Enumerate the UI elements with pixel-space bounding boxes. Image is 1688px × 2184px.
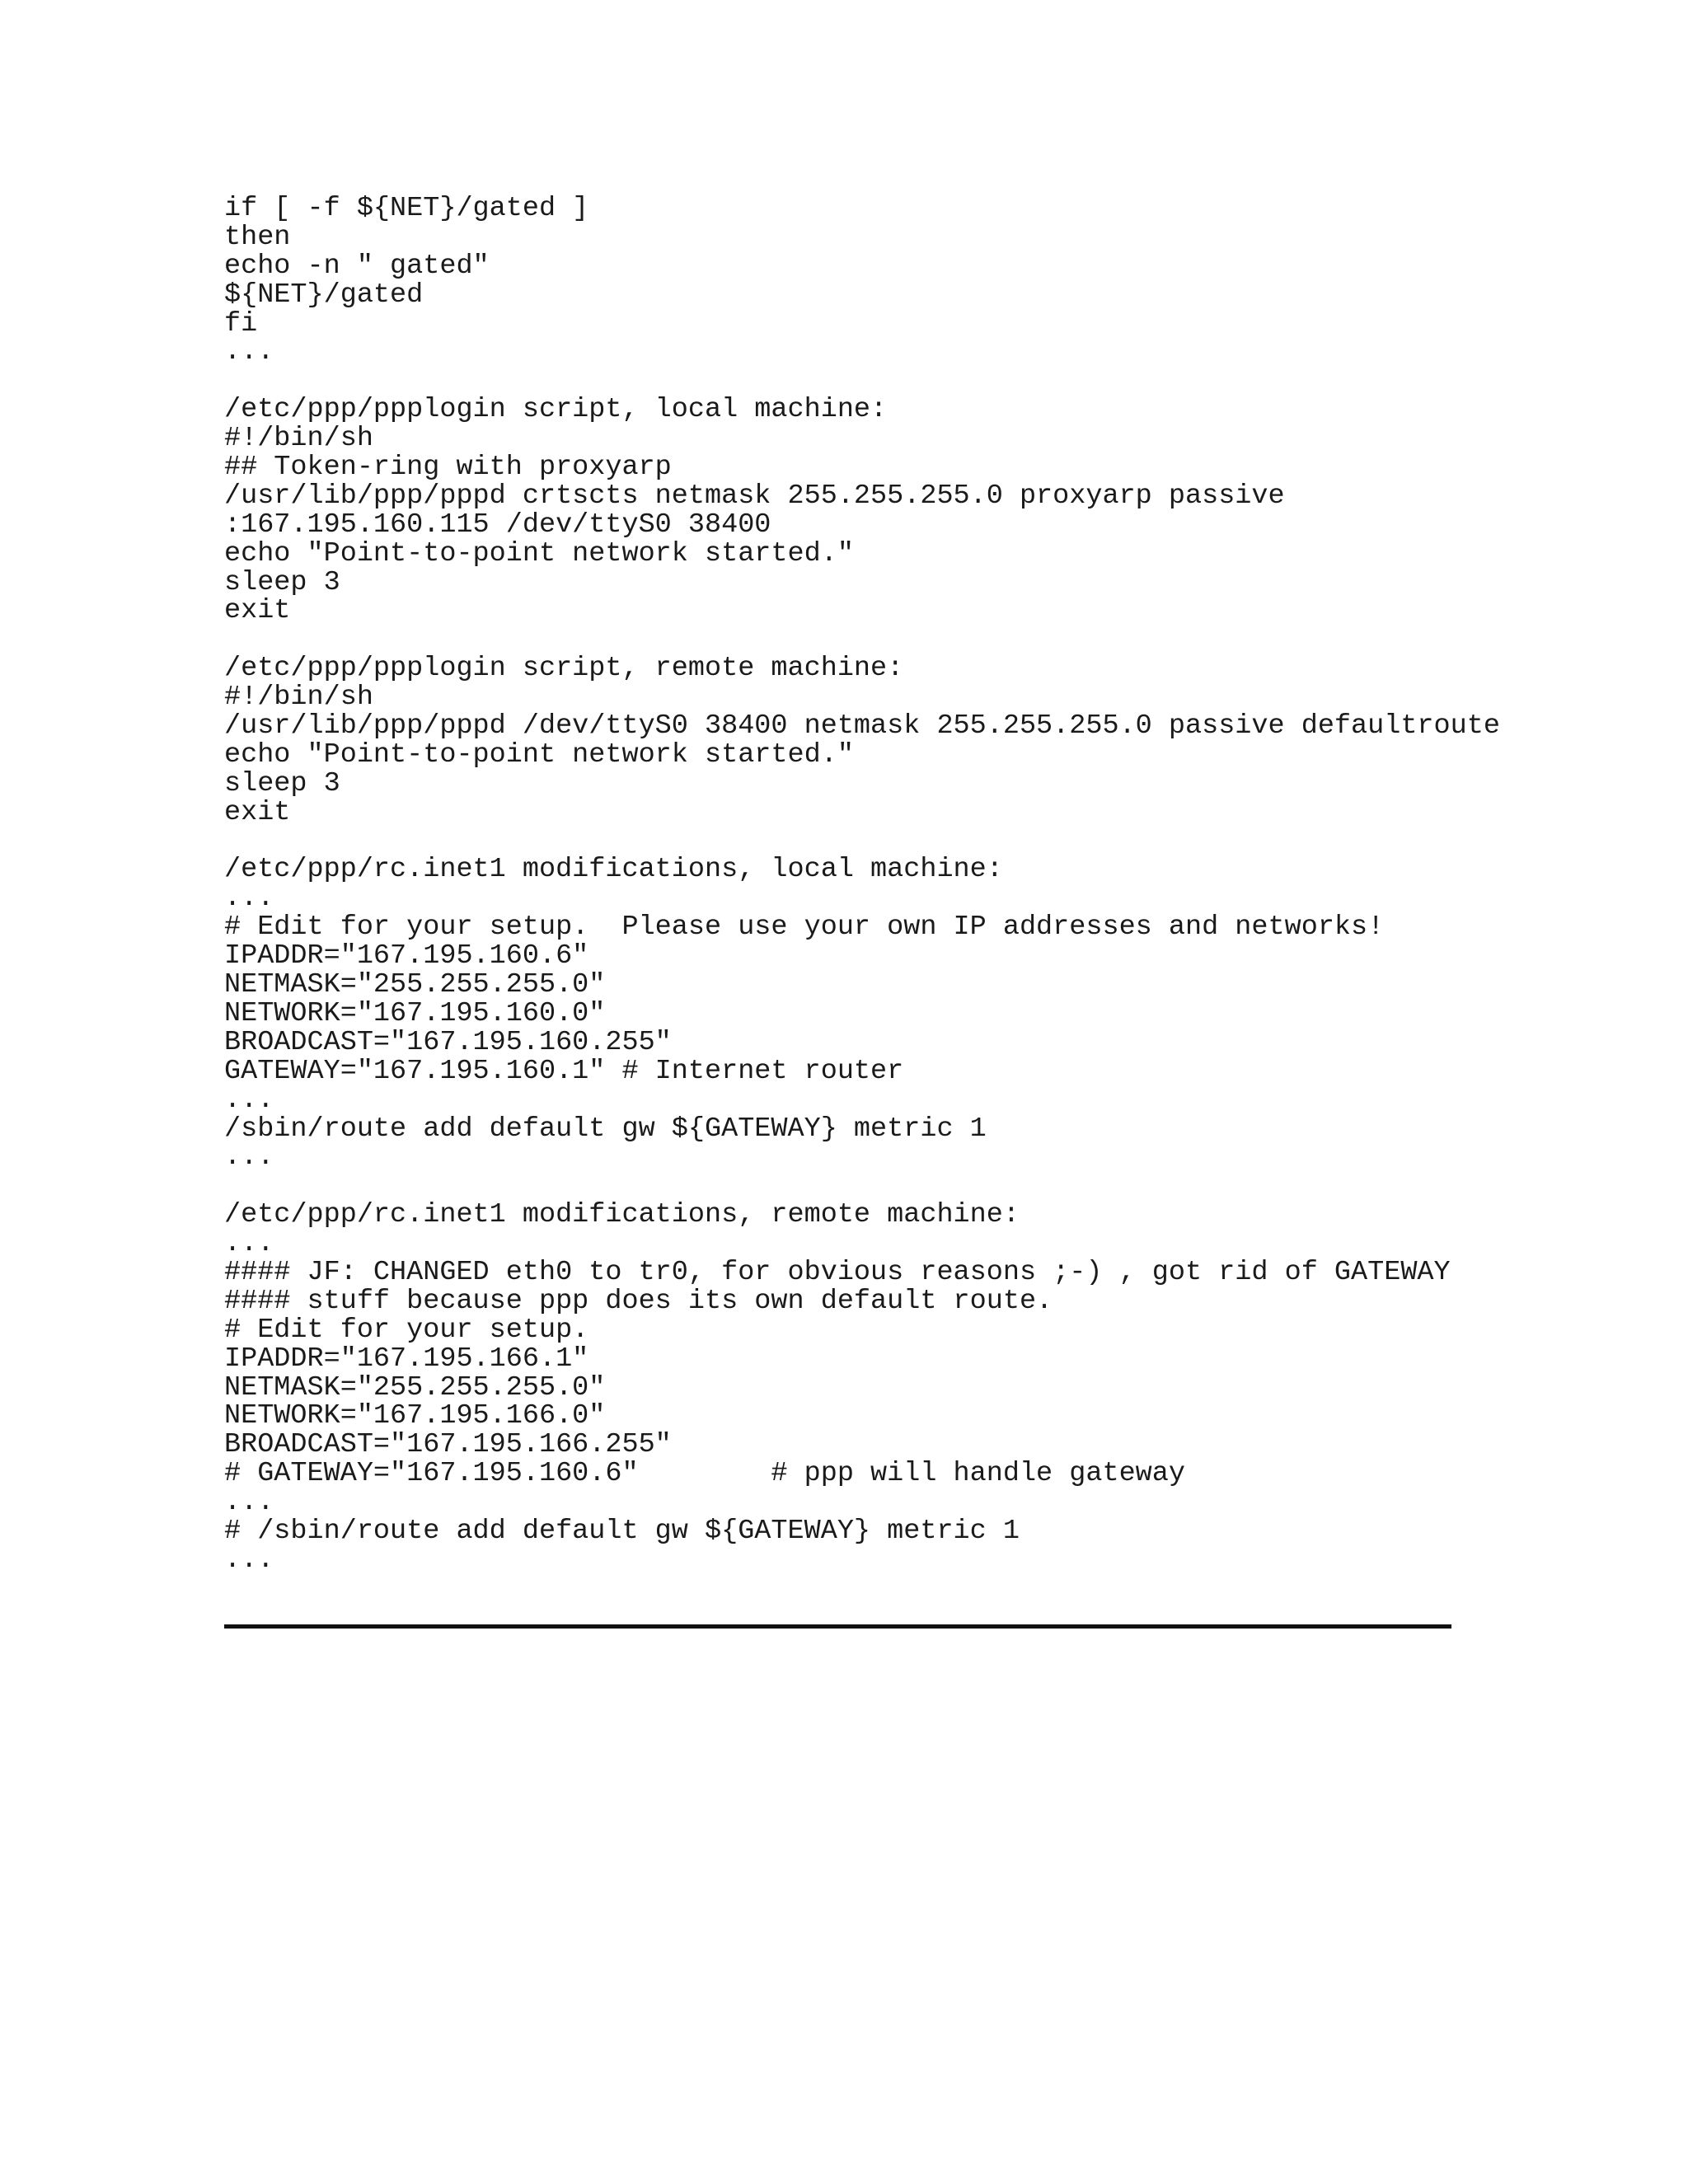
code-line: ... [224,1228,274,1260]
code-line: :167.195.160.115 /dev/ttyS0 38400 [224,509,771,541]
code-line: # Edit for your setup. Please use your own IP addresses and networks! [224,912,1385,944]
code-line: ... [224,1084,274,1116]
code-line: #### JF: CHANGED eth0 to tr0, for obvious reasons ;-) , got rid of GATEWAY [224,1256,1451,1288]
code-line: BROADCAST="167.195.166.255" [224,1429,672,1461]
code-line: echo "Point-to-point network started." [224,537,854,569]
code-line: sleep 3 [224,767,340,799]
code-line: exit [224,796,291,828]
code-line: ... [224,1141,274,1174]
section-heading: /etc/ppp/ppplogin script, local machine: [224,394,888,426]
code-line: exit [224,595,291,627]
blank-line [224,626,1576,654]
code-line: ... [224,336,274,368]
blank-line [224,367,1576,396]
section-heading: /etc/ppp/ppplogin script, remote machine: [224,653,904,685]
code-line: echo "Point-to-point network started." [224,738,854,771]
code-line: then [224,221,291,253]
code-line: fi [224,307,258,340]
code-line: NETWORK="167.195.166.0" [224,1400,606,1432]
code-line: GATEWAY="167.195.160.1" # Internet router [224,1055,904,1087]
section-heading: /etc/ppp/rc.inet1 modifications, remote machine: [224,1199,1020,1231]
code-line: # GATEWAY="167.195.160.6" # ppp will handle gateway [224,1458,1185,1490]
code-line: NETMASK="255.255.255.0" [224,969,606,1001]
code-listing [224,194,1576,1575]
blank-line [224,1172,1576,1201]
code-line: ${NET}/gated [224,279,424,311]
code-line: /usr/lib/ppp/pppd /dev/ttyS0 38400 netmask 255.255.255.0 passive defaultroute [224,710,1500,743]
code-line: #!/bin/sh [224,682,373,714]
code-line: NETMASK="255.255.255.0" [224,1371,606,1404]
code-line: NETWORK="167.195.160.0" [224,997,606,1029]
code-line: echo -n " gated" [224,250,490,282]
code-line: ... [224,883,274,915]
code-line: #!/bin/sh [224,423,373,455]
code-line: IPADDR="167.195.166.1" [224,1343,589,1375]
code-line: IPADDR="167.195.160.6" [224,940,589,972]
code-line: ## Token-ring with proxyarp [224,452,672,484]
code-line: if [ -f ${NET}/gated ] [224,193,589,224]
section-heading: /etc/ppp/rc.inet1 modifications, local machine: [224,854,1003,886]
code-line: # Edit for your setup. [224,1314,589,1346]
code-line: ... [224,1544,274,1576]
code-line: # /sbin/route add default gw ${GATEWAY} metric 1 [224,1515,1020,1547]
blank-line [224,827,1576,856]
horizontal-rule [224,1624,1451,1629]
code-line: /usr/lib/ppp/pppd crtscts netmask 255.255.255.0 proxyarp passive [224,480,1285,512]
code-line: BROADCAST="167.195.160.255" [224,1026,672,1058]
code-line: /sbin/route add default gw ${GATEWAY} metric 1 [224,1113,987,1145]
code-line: #### stuff because ppp does its own default route. [224,1285,1053,1317]
code-line: sleep 3 [224,566,340,598]
code-line: ... [224,1487,274,1519]
